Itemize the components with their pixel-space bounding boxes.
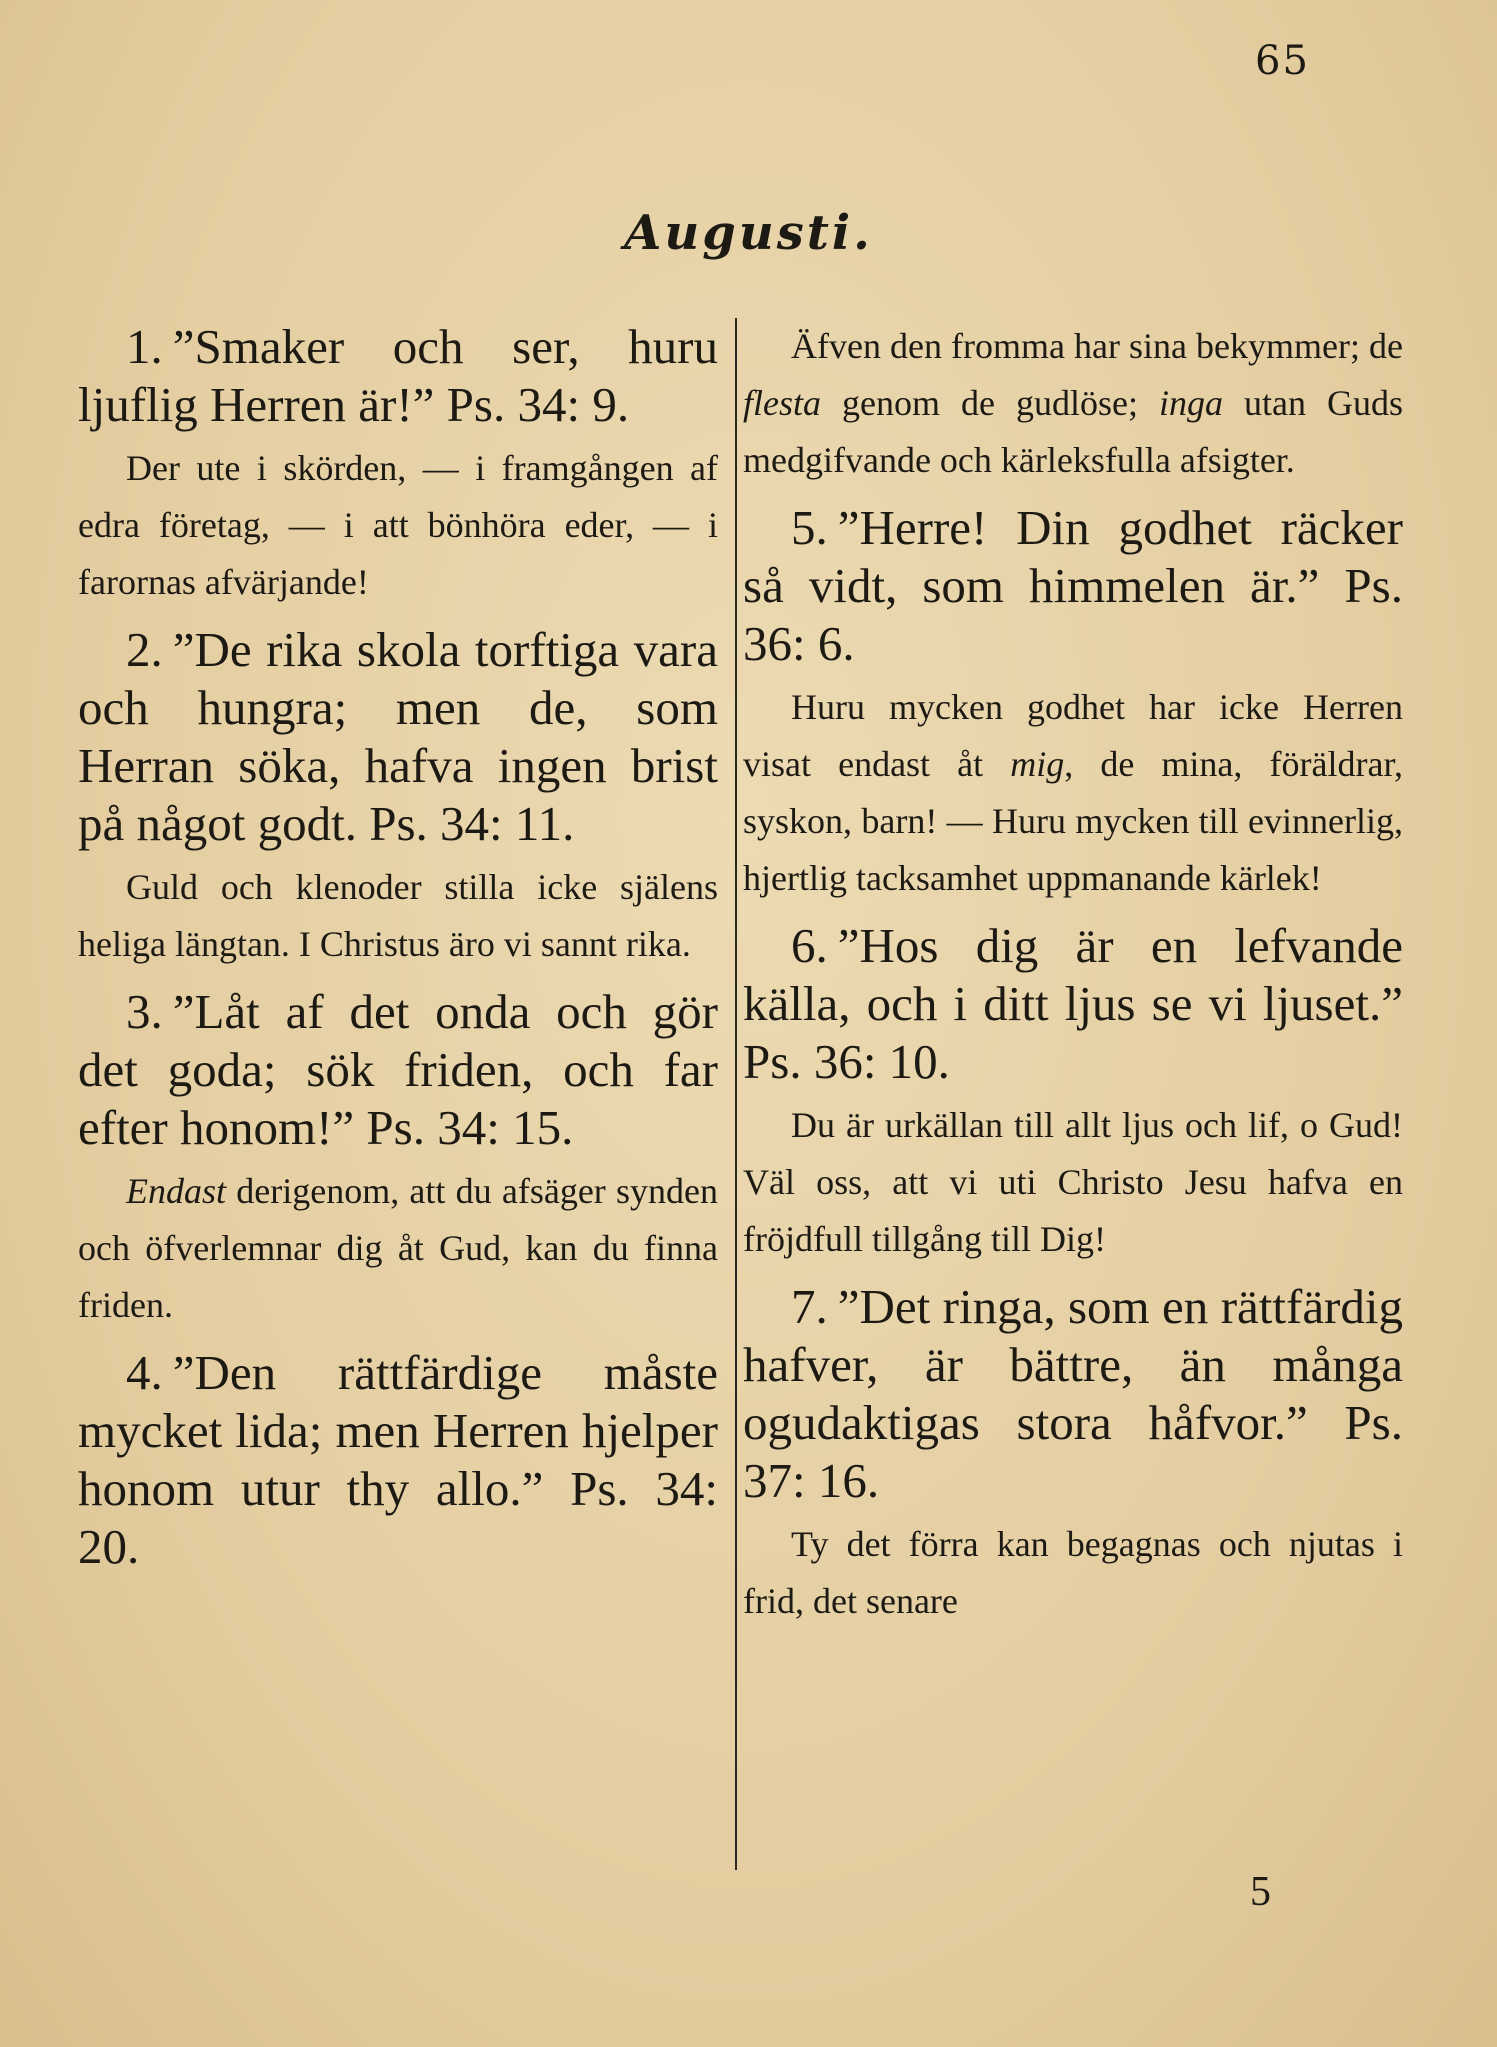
- verse-number: 6.: [791, 918, 828, 973]
- column-divider: [735, 318, 737, 1870]
- verse-text: ”Smaker och ser, huru ljuflig Herren är!” Ps. 34: 9.: [78, 319, 718, 432]
- verse-7: [743, 1278, 1403, 1510]
- verse-5: [743, 499, 1403, 673]
- month-heading: Augusti.: [624, 205, 873, 261]
- comment-6: Du är urkällan till allt ljus och lif, o Gud! Väl oss, att vi uti Christo Jesu hafva en fröjdfull tillgång till Dig!: [743, 1105, 1403, 1259]
- comment-5: [743, 679, 1403, 907]
- right-column: [743, 318, 1403, 1640]
- verse-number: 1.: [126, 319, 163, 374]
- verse-number: 3.: [126, 984, 163, 1039]
- comment-7: Ty det förra kan begagnas och njutas i frid, det senare: [743, 1524, 1403, 1621]
- emphasis-word: inga: [1158, 383, 1223, 423]
- verse-text: ”De rika skola torftiga vara och hungra; men de, som Herran söka, hafva ingen brist på något godt. Ps. 34: 11.: [78, 622, 718, 851]
- verse-3: [78, 983, 718, 1157]
- verse-text: ”Herre! Din godhet räcker så vidt, som himmelen är.” Ps. 36: 6.: [743, 500, 1403, 671]
- emphasis-word: flesta: [743, 383, 821, 423]
- verse-text: ”Det ringa, som en rättfärdig hafver, är bättre, än många ogudaktigas stora håfvor.” Ps. 37: 16.: [743, 1279, 1403, 1508]
- comment-1: Der ute i skörden, — i framgången af edra företag, — i att bönhöra eder, — i farornas afvärjande!: [78, 448, 718, 602]
- verse-6: [743, 917, 1403, 1091]
- signature-mark: 5: [1250, 1869, 1271, 1915]
- page-number: 65: [1255, 38, 1310, 84]
- verse-number: 5.: [791, 500, 828, 555]
- comment-text: derigenom, att du afsäger synden och öfverlemnar dig åt Gud, kan du finna friden.: [78, 1171, 718, 1325]
- comment-text: Huru mycken godhet har icke Herren visat endast åt: [743, 687, 1403, 784]
- verse-text: ”Den rättfärdige måste mycket lida; men Herren hjelper honom utur thy allo.” Ps. 34: 20.: [78, 1345, 718, 1574]
- comment-text: utan Guds medgifvande och kärleksfulla afsigter.: [743, 383, 1403, 480]
- verse-text: ”Låt af det onda och gör det goda; sök friden, och far efter honom!” Ps. 34: 15.: [78, 984, 718, 1155]
- emphasis-word: mig: [1010, 744, 1065, 784]
- comment-text: Äfven den fromma har sina bekymmer; de: [791, 326, 1403, 366]
- verse-number: 7.: [791, 1279, 828, 1334]
- comment-4: [743, 318, 1403, 489]
- comment-2: Guld och klenoder stilla icke själens heliga längtan. I Christus äro vi sannt rika.: [78, 867, 718, 964]
- comment-text: , de mina, föräldrar, syskon, barn! — Huru mycken till evinnerlig, hjertlig tacksamhet uppmanande kärlek!: [743, 744, 1403, 898]
- verse-2: [78, 621, 718, 853]
- left-column: [78, 318, 718, 1576]
- emphasis-word: Endast: [126, 1171, 227, 1211]
- comment-text: genom de gudlöse;: [821, 383, 1159, 423]
- comment-3: [78, 1163, 718, 1334]
- verse-number: 4.: [126, 1345, 163, 1400]
- verse-1: [78, 318, 718, 434]
- verse-4: [78, 1344, 718, 1576]
- verse-text: ”Hos dig är en lefvande källa, och i ditt ljus se vi ljuset.” Ps. 36: 10.: [743, 918, 1403, 1089]
- verse-number: 2.: [126, 622, 163, 677]
